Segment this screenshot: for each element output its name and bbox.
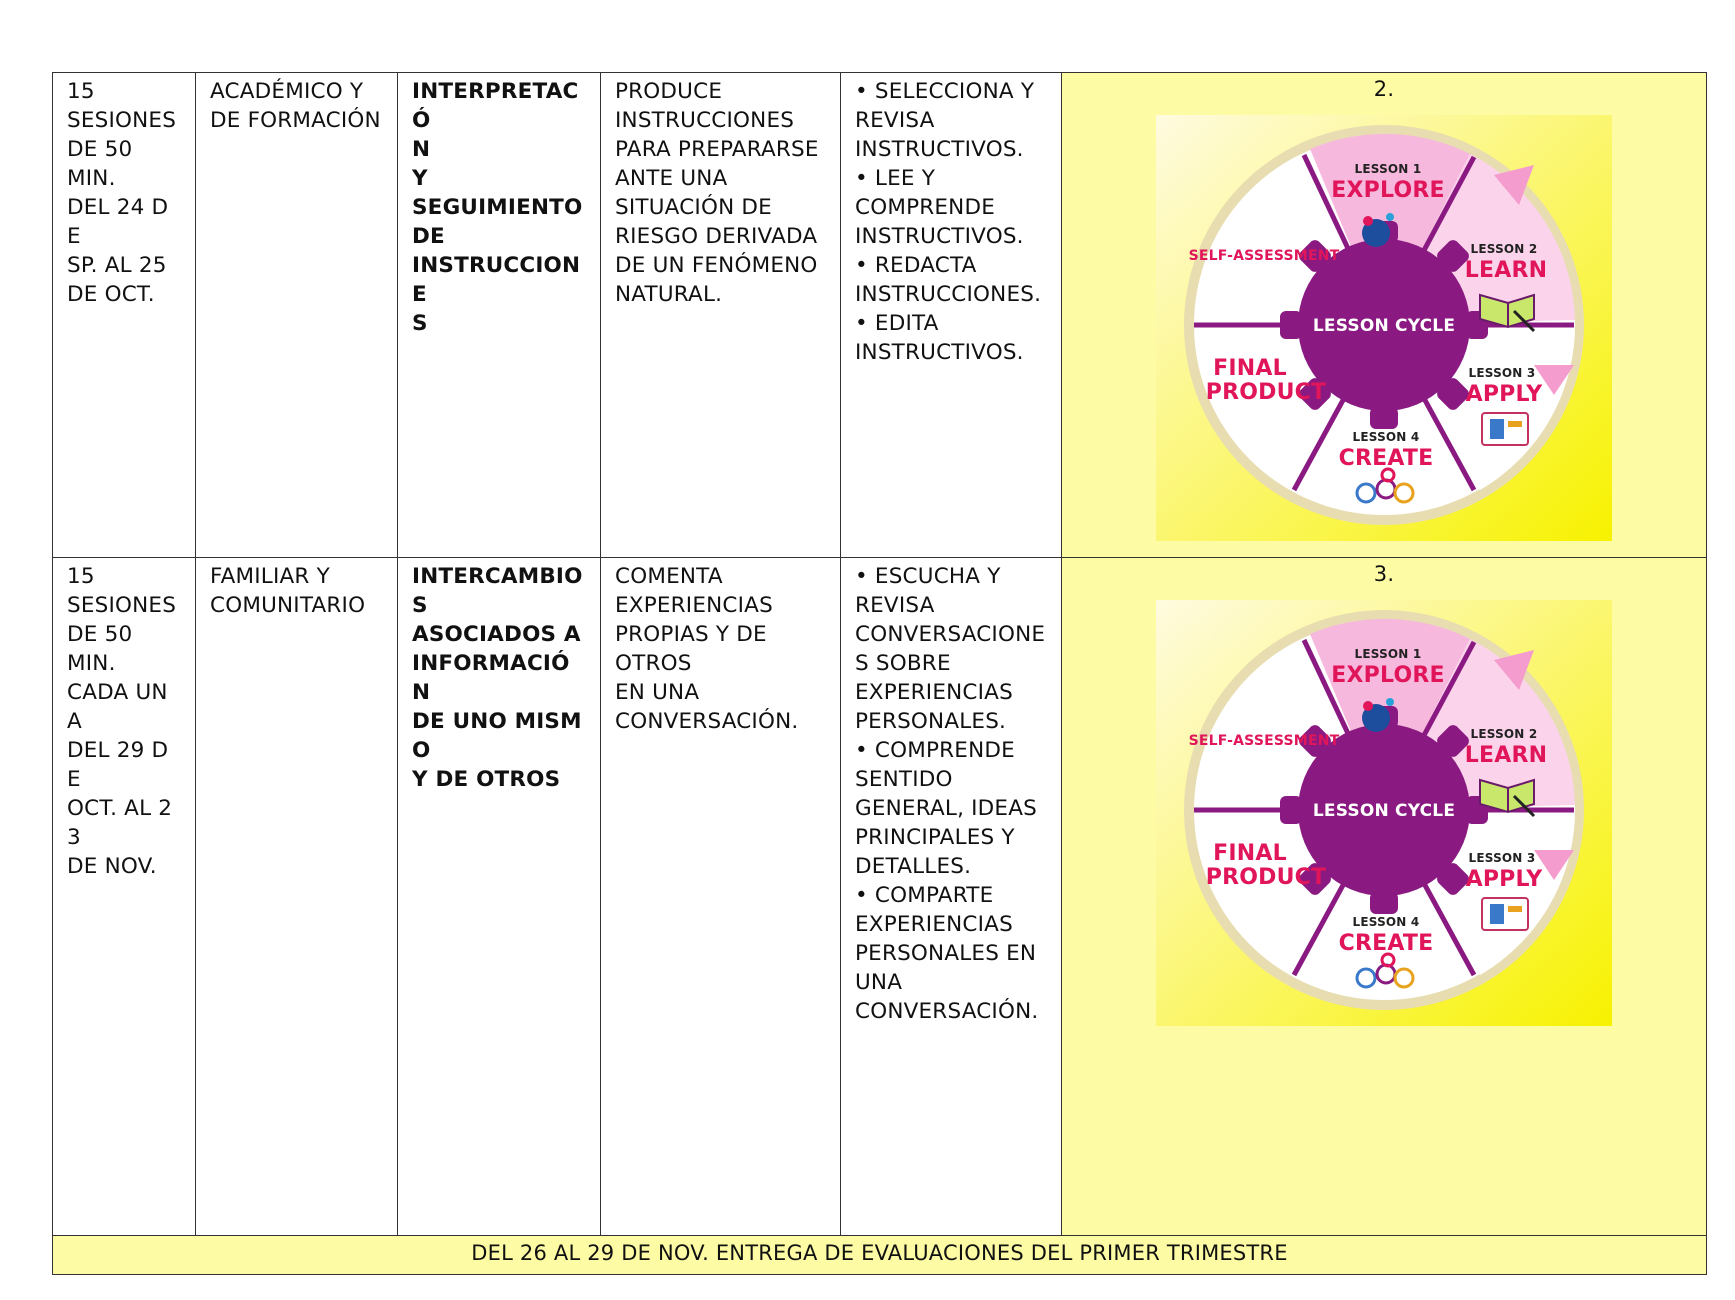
cell-line: INTERCAMBIOS <box>412 564 583 618</box>
cell-line: DE UN FENÓMENO <box>615 253 818 278</box>
cell-line: S SOBRE <box>855 651 951 676</box>
cell-line: OCT. AL 23 <box>67 796 173 850</box>
footer-note: DEL 26 AL 29 DE NOV. ENTREGA DE EVALUACIONES DEL PRIMER TRIMESTRE <box>53 1236 1707 1275</box>
self-assessment-label: Self-assessment <box>1188 248 1340 264</box>
cell-line: 15 <box>67 79 95 104</box>
cell-line: SEGUIMIENTO <box>412 195 583 220</box>
learn-label: Learn <box>1464 743 1548 768</box>
cell-line: INSTRUCCIONES <box>615 108 795 133</box>
cell-line: DE UNO MISMO <box>412 709 582 763</box>
cell-line: INTERPRETACÓ <box>412 79 579 133</box>
cell-line: EN UNA <box>615 680 700 705</box>
cell-line: 15 <box>67 564 95 589</box>
cell-line: • REDACTA <box>855 253 977 278</box>
cell-line: PRINCIPALES Y <box>855 825 1015 850</box>
final-label: Final <box>1213 356 1287 381</box>
lesson-cycle-diagram <box>1156 115 1612 541</box>
cell-line: REVISA <box>855 593 935 618</box>
learn-label: Learn <box>1464 258 1548 283</box>
practica-cell <box>398 558 601 1236</box>
cell-line: PERSONALES EN <box>855 941 1037 966</box>
cell-line: INSTRUCCIONE <box>412 253 581 307</box>
lesson3-label: Lesson 3 <box>1468 851 1536 865</box>
lesson3-label: Lesson 3 <box>1468 366 1536 380</box>
cell-line: MIN. <box>67 651 116 676</box>
cell-line: MIN. <box>67 166 116 191</box>
cell-line: DE 50 <box>67 137 133 162</box>
create-label: Create <box>1338 931 1434 956</box>
cell-line: DE NOV. <box>67 854 157 879</box>
cell-line: INSTRUCTIVOS. <box>855 137 1024 162</box>
table-row <box>53 558 1707 1236</box>
apply-label: Apply <box>1465 867 1543 892</box>
cell-line: CONVERSACIONE <box>855 622 1046 647</box>
cycle-center-label: Lesson cycle <box>1312 316 1456 336</box>
cell-line: UNA <box>855 970 903 995</box>
ambito-cell <box>196 73 398 558</box>
table-row <box>53 73 1707 558</box>
cell-line: Y DE OTROS <box>412 767 561 792</box>
cell-line: DE <box>412 224 445 249</box>
cell-line: ANTE UNA <box>615 166 728 191</box>
footer-row <box>53 1236 1707 1275</box>
cell-line: Y <box>412 166 428 191</box>
sequence-number: 3. <box>1373 562 1395 586</box>
planning-table <box>52 72 1707 1275</box>
duration-cell <box>53 73 196 558</box>
lesson-cycle-slot <box>1076 115 1692 541</box>
cell-line: COMPRENDE <box>855 195 995 220</box>
cell-line: RIESGO DERIVADA <box>615 224 818 249</box>
cell-line: ACADÉMICO Y <box>210 79 364 104</box>
cell-line: DE OCT. <box>67 282 155 307</box>
cell-line: INSTRUCCIONES. <box>855 282 1042 307</box>
lesson4-label: Lesson 4 <box>1352 430 1420 444</box>
cell-line: • COMPARTE <box>855 883 994 908</box>
lesson1-label: Lesson 1 <box>1354 647 1422 661</box>
final-label: Final <box>1213 841 1287 866</box>
cell-line: PROPIAS Y DE <box>615 622 767 647</box>
cell-line: DETALLES. <box>855 854 972 879</box>
cell-line: SESIONES <box>67 593 177 618</box>
cell-line: PRODUCE <box>615 79 723 104</box>
cell-line: S <box>412 311 428 336</box>
lesson2-label: Lesson 2 <box>1470 242 1538 256</box>
actividades-cell <box>841 558 1062 1236</box>
lesson-cycle-diagram <box>1156 600 1612 1026</box>
lesson-cycle-cell <box>1062 73 1707 558</box>
cell-line: CONVERSACIÓN. <box>615 709 799 734</box>
cell-line: EXPERIENCIAS <box>615 593 773 618</box>
cell-line: SITUACIÓN DE <box>615 195 772 220</box>
cell-line: INSTRUCTIVOS. <box>855 340 1024 365</box>
cell-line: DEL 29 DE <box>67 738 169 792</box>
cell-line: CONVERSACIÓN. <box>855 999 1039 1024</box>
cell-line: SESIONES <box>67 108 177 133</box>
producto-cell <box>601 558 841 1236</box>
cell-line: SENTIDO <box>855 767 953 792</box>
lesson2-label: Lesson 2 <box>1470 727 1538 741</box>
product-label: Product <box>1205 865 1327 890</box>
cell-line: INFORMACIÓN <box>412 651 570 705</box>
practica-cell <box>398 73 601 558</box>
cell-line: COMUNITARIO <box>210 593 366 618</box>
cell-line: INSTRUCTIVOS. <box>855 224 1024 249</box>
cell-line: DEL 24 DE <box>67 195 169 249</box>
cell-line: • COMPRENDE <box>855 738 1015 763</box>
cell-line: • ESCUCHA Y <box>855 564 1001 589</box>
lesson1-label: Lesson 1 <box>1354 162 1422 176</box>
cell-line: PARA PREPARARSE <box>615 137 819 162</box>
lesson4-label: Lesson 4 <box>1352 915 1420 929</box>
cell-line: • SELECCIONA Y <box>855 79 1035 104</box>
explore-label: Explore <box>1331 663 1445 688</box>
tablet-icon <box>1482 413 1528 445</box>
cell-line: OTROS <box>615 651 692 676</box>
cell-line: EXPERIENCIAS <box>855 680 1013 705</box>
explore-label: Explore <box>1331 178 1445 203</box>
cell-line: GENERAL, IDEAS <box>855 796 1037 821</box>
apply-label: Apply <box>1465 382 1543 407</box>
cell-line: DE 50 <box>67 622 133 647</box>
tablet-icon <box>1482 898 1528 930</box>
cell-line: • EDITA <box>855 311 939 336</box>
lesson-cycle-cell <box>1062 558 1707 1236</box>
cell-line: SP. AL 25 <box>67 253 167 278</box>
self-assessment-label: Self-assessment <box>1188 733 1340 749</box>
cycle-center-label: Lesson cycle <box>1312 801 1456 821</box>
cell-line: NATURAL. <box>615 282 723 307</box>
cell-line: DE FORMACIÓN <box>210 108 381 133</box>
cell-line: N <box>412 137 431 162</box>
cell-line: PERSONALES. <box>855 709 1007 734</box>
product-label: Product <box>1205 380 1327 405</box>
create-label: Create <box>1338 446 1434 471</box>
cell-line: REVISA <box>855 108 935 133</box>
cell-line: FAMILIAR Y <box>210 564 330 589</box>
actividades-cell <box>841 73 1062 558</box>
cell-line: EXPERIENCIAS <box>855 912 1013 937</box>
producto-cell <box>601 73 841 558</box>
duration-cell <box>53 558 196 1236</box>
cell-line: CADA UNA <box>67 680 168 734</box>
sequence-number: 2. <box>1373 77 1395 101</box>
ambito-cell <box>196 558 398 1236</box>
cell-line: ASOCIADOS A <box>412 622 581 647</box>
cell-line: • LEE Y <box>855 166 936 191</box>
lesson-cycle-slot <box>1076 600 1692 1026</box>
cell-line: COMENTA <box>615 564 723 589</box>
